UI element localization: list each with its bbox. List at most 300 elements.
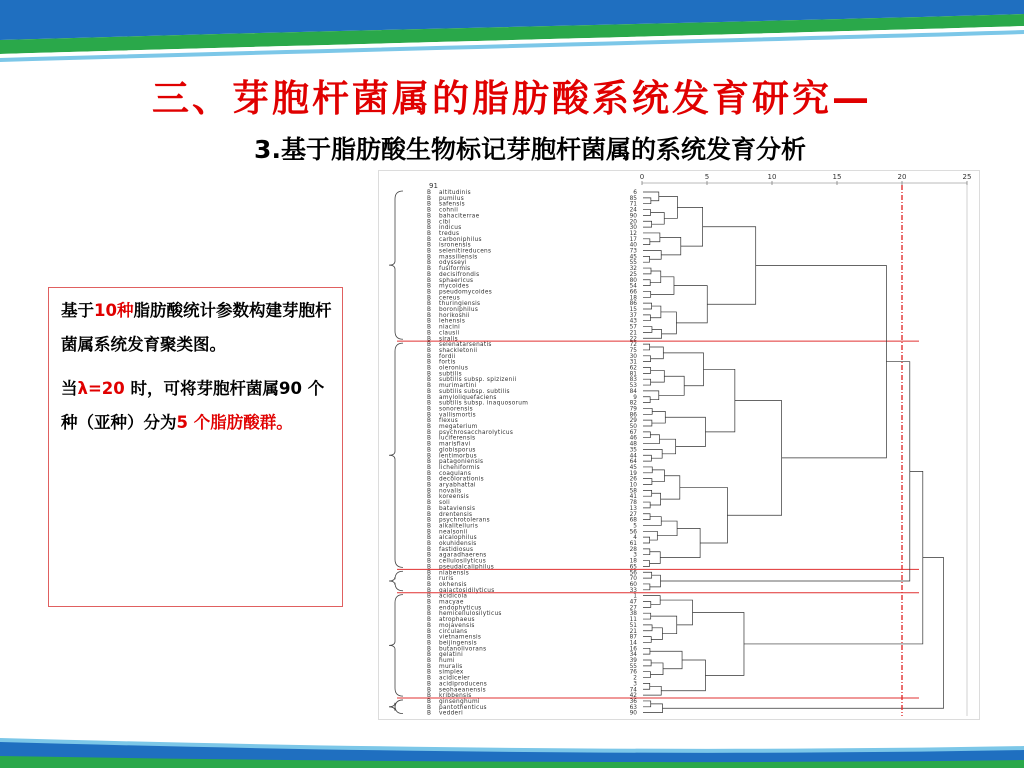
cluster-link <box>643 432 650 438</box>
species-name: acidiceler <box>439 675 470 682</box>
species-name: alcalophilus <box>439 535 477 542</box>
cluster-link <box>643 683 650 689</box>
dendrogram-header: 91 <box>429 182 438 190</box>
species-name: vallismortis <box>439 412 476 419</box>
species-genus: B <box>427 640 431 647</box>
species-genus: B <box>427 675 431 682</box>
species-code: 73 <box>629 248 637 255</box>
species-name: endophyticus <box>439 605 482 612</box>
species-name: fordii <box>439 353 456 360</box>
species-code: 11 <box>629 617 637 624</box>
species-genus: B <box>427 570 431 577</box>
species-code: 65 <box>629 564 637 571</box>
species-name: lehensis <box>439 318 466 325</box>
cluster-link <box>643 344 650 350</box>
species-code: 21 <box>629 628 637 635</box>
species-name: sphaericus <box>439 277 474 284</box>
axis-tick-label: 10 <box>767 173 777 181</box>
species-code: 30 <box>629 353 637 360</box>
group-bracket <box>389 343 403 567</box>
cluster-link <box>659 376 684 395</box>
species-code: 24 <box>629 207 637 214</box>
species-name: subtilis <box>439 371 462 378</box>
species-code: 3 <box>633 552 637 559</box>
species-genus: B <box>427 687 431 694</box>
cluster-link <box>661 312 676 334</box>
species-genus: B <box>427 453 431 460</box>
species-code: 75 <box>629 347 637 354</box>
species-code: 48 <box>629 441 637 448</box>
species-name: megaterium <box>439 424 478 430</box>
cluster-link <box>703 369 734 432</box>
species-code: 40 <box>629 242 637 249</box>
species-code: 53 <box>629 383 637 390</box>
species-code: 45 <box>629 464 637 471</box>
species-code: 55 <box>629 663 637 670</box>
cluster-link <box>744 471 923 644</box>
species-code: 19 <box>629 470 637 477</box>
cluster-link <box>643 256 650 262</box>
species-genus: B <box>427 342 431 349</box>
species-genus: B <box>427 400 431 407</box>
note-text: 基于 <box>61 301 94 320</box>
species-genus: B <box>427 266 431 273</box>
cluster-link <box>643 514 650 520</box>
species-genus: B <box>427 225 431 232</box>
species-name: fortis <box>439 359 456 366</box>
species-code: 39 <box>629 658 637 664</box>
species-code: 1 <box>633 593 637 600</box>
cluster-link <box>643 455 651 461</box>
cluster-link <box>643 549 650 555</box>
axis-tick-label: 15 <box>832 173 842 181</box>
species-code: 41 <box>629 494 637 501</box>
cluster-link <box>643 584 650 590</box>
cluster-link <box>651 277 674 295</box>
species-genus: B <box>427 318 431 325</box>
note-text: 90 <box>278 379 302 398</box>
species-name: indicus <box>439 225 462 232</box>
species-code: 78 <box>629 500 637 507</box>
cluster-link <box>643 198 651 204</box>
species-name: selenatarsenatis <box>439 342 492 349</box>
species-genus: B <box>427 500 431 507</box>
species-code: 82 <box>629 400 637 407</box>
species-name: pseudomycoides <box>439 289 493 296</box>
cluster-link <box>643 537 650 543</box>
group-bracket <box>389 571 403 591</box>
species-genus: B <box>427 301 431 308</box>
species-code: 13 <box>629 505 637 512</box>
cluster-link <box>643 268 651 274</box>
species-name: seohaeanensis <box>439 687 486 694</box>
cluster-link <box>657 521 677 536</box>
species-name: acidicola <box>439 593 468 600</box>
species-name: agaradhaerens <box>439 552 487 559</box>
species-genus: B <box>427 406 431 413</box>
species-genus: B <box>427 634 431 641</box>
species-code: 17 <box>629 236 637 243</box>
species-genus: B <box>427 511 431 518</box>
cluster-link <box>643 672 650 678</box>
species-genus: B <box>427 260 431 267</box>
species-code: 72 <box>629 342 637 349</box>
species-code: 10 <box>629 482 637 489</box>
species-code: 28 <box>629 546 637 553</box>
species-name: luciferensis <box>439 435 476 442</box>
species-genus: B <box>427 505 431 512</box>
cluster-link <box>643 233 660 242</box>
cluster-link <box>650 347 664 359</box>
cluster-link <box>643 613 651 619</box>
cluster-link <box>643 303 652 309</box>
species-genus: B <box>427 441 431 448</box>
species-name: ginsenghumi <box>439 698 480 705</box>
species-code: 87 <box>629 634 637 641</box>
cluster-link <box>680 487 728 543</box>
cluster-link <box>651 370 665 382</box>
species-code: 58 <box>629 488 637 495</box>
species-code: 4 <box>633 535 637 542</box>
species-code: 18 <box>629 295 637 302</box>
cluster-link <box>643 596 660 605</box>
dendrogram-figure <box>378 170 980 720</box>
note-text: 脂肪酸统计参数构建芽胞杆菌属系统发育聚类图。 <box>61 301 332 354</box>
species-code: 79 <box>629 406 637 413</box>
note-text: 当 <box>61 379 78 398</box>
species-code: 51 <box>629 622 637 629</box>
species-code: 57 <box>629 324 637 331</box>
cluster-link <box>660 528 700 557</box>
cluster-link <box>663 353 703 386</box>
species-name: cohnii <box>439 207 459 214</box>
species-code: 42 <box>629 693 637 700</box>
axis-tick-label: 25 <box>962 173 972 181</box>
species-code: 26 <box>629 476 637 483</box>
dendrogram-canvas <box>379 171 979 719</box>
species-code: 27 <box>629 605 637 612</box>
species-genus: B <box>427 529 431 536</box>
note-highlight: λ=20 <box>77 379 125 398</box>
species-code: 67 <box>629 429 637 436</box>
species-name: safensis <box>439 201 465 208</box>
cluster-link <box>643 602 651 608</box>
species-genus: B <box>427 330 431 337</box>
cluster-link <box>643 435 659 444</box>
cluster-link <box>650 552 661 564</box>
cluster-link <box>643 280 650 286</box>
species-name: oleronius <box>439 365 469 372</box>
species-genus: B <box>427 517 431 524</box>
species-genus: B <box>427 523 431 530</box>
species-code: 50 <box>629 424 637 430</box>
species-name: vietnamensis <box>439 634 482 641</box>
species-code: 44 <box>629 453 637 460</box>
species-genus: B <box>427 658 431 664</box>
header-wave-band <box>0 0 1024 62</box>
species-name: muralis <box>439 663 463 670</box>
cluster-link <box>643 701 651 707</box>
species-code: 63 <box>629 704 637 711</box>
species-name: cereus <box>439 295 461 302</box>
cluster-link <box>643 408 652 414</box>
cluster-link <box>660 600 692 625</box>
species-name: mojavensis <box>439 622 475 629</box>
species-name: bataviensis <box>439 505 476 512</box>
species-name: isronensis <box>439 242 471 249</box>
species-name: alkalitelluris <box>439 523 479 530</box>
species-name: novalis <box>439 488 462 495</box>
cluster-link <box>674 286 707 323</box>
species-name: shackletonii <box>439 347 478 354</box>
species-code: 38 <box>629 611 637 618</box>
species-code: 61 <box>629 541 637 547</box>
species-code: 29 <box>629 418 637 425</box>
species-name: okhensis <box>439 581 467 588</box>
species-code: 9 <box>633 394 637 401</box>
species-genus: B <box>427 377 431 384</box>
species-code: 68 <box>629 517 637 524</box>
cluster-link <box>643 210 651 216</box>
species-genus: B <box>427 464 431 471</box>
species-name: hemicellulosilyticus <box>439 611 502 618</box>
species-code: 25 <box>629 271 637 278</box>
cluster-link <box>643 517 661 526</box>
species-name: soli <box>439 500 450 507</box>
cluster-link <box>693 612 744 675</box>
species-name: pseudalcaliphilus <box>439 564 495 571</box>
species-code: 71 <box>629 201 637 208</box>
axis-tick-label: 20 <box>897 173 907 181</box>
species-name: niacini <box>439 324 461 331</box>
species-genus: B <box>427 447 431 454</box>
species-name: mycoides <box>439 283 470 290</box>
species-code: 86 <box>629 301 637 308</box>
species-name: patagoniensis <box>439 459 484 466</box>
cluster-link <box>650 271 661 283</box>
species-code: 34 <box>629 652 637 659</box>
species-genus: B <box>427 412 431 419</box>
species-genus: B <box>427 593 431 600</box>
species-genus: B <box>427 418 431 425</box>
species-name: sonorensis <box>439 406 473 413</box>
cluster-link <box>643 490 652 496</box>
cluster-link <box>643 397 650 403</box>
species-name: butanolivorans <box>439 646 487 653</box>
cluster-link <box>643 502 650 508</box>
species-name: subtilis subsp. subtilis <box>439 388 510 395</box>
slide-subtitle: 3.基于脂肪酸生物标记芽胞杆菌属的系统发育分析 <box>254 135 806 164</box>
cluster-link <box>651 628 662 640</box>
species-name: lentimorbus <box>439 453 477 460</box>
species-code: 90 <box>629 710 637 717</box>
cluster-link <box>643 660 651 666</box>
species-name: gelatini <box>439 652 463 659</box>
note-box <box>48 287 343 607</box>
species-name: vedderi <box>439 710 464 717</box>
species-name: tredus <box>439 230 460 237</box>
species-code: 55 <box>629 260 637 267</box>
species-code: 85 <box>629 195 637 202</box>
species-name: licheniformis <box>439 464 480 471</box>
cluster-link <box>703 227 756 305</box>
cluster-link <box>643 648 650 654</box>
species-genus: B <box>427 383 431 390</box>
species-code: 70 <box>629 576 637 583</box>
species-name: thuringiensis <box>439 301 481 308</box>
species-code: 60 <box>629 581 637 588</box>
cluster-link <box>652 411 665 423</box>
note-text: 时，可将芽胞杆菌属 <box>124 379 279 398</box>
species-code: 37 <box>629 312 637 319</box>
species-genus: B <box>427 271 431 278</box>
species-code: 47 <box>629 599 637 606</box>
species-name: altitudinis <box>439 190 471 196</box>
species-name: selenitireducens <box>439 248 492 255</box>
species-genus: B <box>427 546 431 553</box>
species-genus: B <box>427 295 431 302</box>
species-code: 45 <box>629 254 637 261</box>
note-paragraph-2 <box>61 372 334 440</box>
species-name: siralis <box>439 336 458 343</box>
species-code: 5 <box>633 523 637 530</box>
cluster-link <box>661 660 705 691</box>
species-name: carboniphilus <box>439 236 482 243</box>
species-code: 16 <box>629 646 637 653</box>
species-genus: B <box>427 488 431 495</box>
species-code: 30 <box>629 225 637 232</box>
cluster-link <box>660 362 909 581</box>
cluster-link <box>650 663 663 675</box>
group-bracket <box>389 595 403 696</box>
species-name: decolorationis <box>439 476 485 483</box>
species-code: 20 <box>629 219 637 226</box>
species-code: 18 <box>629 558 637 565</box>
species-genus: B <box>427 324 431 331</box>
species-genus: B <box>427 312 431 319</box>
species-genus: B <box>427 435 431 442</box>
cluster-link <box>643 251 661 260</box>
cluster-link <box>643 704 662 713</box>
species-name: massiliensis <box>439 254 478 261</box>
cluster-link <box>756 265 887 457</box>
species-genus: B <box>427 622 431 629</box>
species-genus: B <box>427 201 431 208</box>
species-code: 56 <box>629 570 637 577</box>
cluster-link <box>643 561 650 567</box>
species-genus: B <box>427 219 431 226</box>
cluster-link <box>643 291 651 297</box>
cluster-link <box>643 356 651 362</box>
species-name: ruris <box>439 576 454 583</box>
species-genus: B <box>427 336 431 343</box>
species-name: cellulosilyticus <box>439 558 487 565</box>
species-code: 2 <box>633 675 637 682</box>
species-name: humi <box>439 658 455 664</box>
species-code: 31 <box>629 359 637 366</box>
species-code: 81 <box>629 371 637 378</box>
species-genus: B <box>427 213 431 220</box>
species-genus: B <box>427 576 431 583</box>
cluster-link <box>643 479 652 485</box>
species-name: globisporus <box>439 447 476 454</box>
species-code: 54 <box>629 283 637 290</box>
species-code: 22 <box>629 336 637 343</box>
species-genus: B <box>427 599 431 606</box>
species-name: fusiformis <box>439 266 471 273</box>
note-highlight: 10种 <box>94 301 134 320</box>
species-name: okuhidensis <box>439 541 477 547</box>
species-code: 21 <box>629 330 637 337</box>
species-genus: B <box>427 482 431 489</box>
cluster-link <box>650 306 660 318</box>
species-genus: B <box>427 558 431 565</box>
cluster-link <box>643 368 651 374</box>
species-genus: B <box>427 277 431 284</box>
cluster-link <box>660 237 681 255</box>
species-name: acidiproducens <box>439 681 488 688</box>
species-name: circulans <box>439 628 468 635</box>
species-code: 90 <box>629 213 637 220</box>
species-code: 86 <box>629 412 637 419</box>
species-code: 12 <box>629 230 637 237</box>
species-name: koreensis <box>439 494 470 501</box>
cluster-link <box>643 572 652 578</box>
species-genus: B <box>427 581 431 588</box>
note-highlight: 5 个脂肪酸群。 <box>176 413 293 432</box>
cluster-link <box>643 449 662 458</box>
species-name: pantothenticus <box>439 704 487 711</box>
cluster-link <box>727 401 781 516</box>
species-name: simplex <box>439 669 464 676</box>
species-code: 80 <box>629 277 637 284</box>
cluster-link <box>643 315 650 321</box>
species-genus: B <box>427 564 431 571</box>
slide-title: 三、芽胞杆菌属的脂肪酸系统发育研究— <box>152 77 872 120</box>
species-name: coagulans <box>439 470 472 477</box>
cluster-link <box>661 476 680 499</box>
species-name: fastidiosus <box>439 546 474 553</box>
cluster-link <box>643 391 659 400</box>
species-name: flexus <box>439 418 459 425</box>
species-genus: B <box>427 698 431 705</box>
cluster-link <box>652 470 665 482</box>
species-name: pumilus <box>439 195 465 202</box>
cluster-link <box>643 531 657 540</box>
species-genus: B <box>427 476 431 483</box>
species-genus: B <box>427 611 431 618</box>
cluster-link <box>659 196 678 218</box>
footer-wave-band <box>0 738 1024 768</box>
species-name: subtilis subsp. inaquosorum <box>439 400 529 407</box>
species-code: 33 <box>629 587 637 594</box>
species-code: 15 <box>629 307 637 313</box>
axis-tick-label: 5 <box>704 173 710 181</box>
species-genus: B <box>427 470 431 477</box>
species-genus: B <box>427 394 431 401</box>
species-code: 62 <box>629 365 637 372</box>
species-genus: B <box>427 347 431 354</box>
cluster-link <box>643 637 651 643</box>
species-code: 3 <box>633 681 637 688</box>
species-name: amyloliquefaciens <box>439 394 497 401</box>
species-genus: B <box>427 371 431 378</box>
group-bracket <box>389 191 403 339</box>
species-genus: B <box>427 552 431 559</box>
group-bracket <box>389 700 403 714</box>
species-name: subtilis subsp. spizizenii <box>439 377 517 384</box>
species-name: horikoshii <box>439 312 470 319</box>
